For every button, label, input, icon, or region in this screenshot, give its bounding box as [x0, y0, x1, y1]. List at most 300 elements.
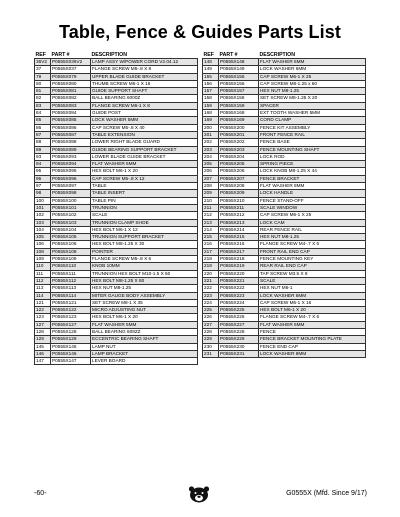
table-row: [203, 80, 366, 87]
part-number-cell: P0555X226: [219, 314, 259, 321]
part-number-cell: P0555X203: [219, 146, 259, 153]
table-row: [203, 263, 366, 270]
ref-cell: 206: [203, 168, 219, 175]
description-cell: FLANGE SCREW M5-.8 X 8: [91, 66, 198, 73]
description-cell: TABLE EXTENSION: [91, 131, 198, 138]
page-number: -60-: [34, 490, 47, 497]
ref-cell: 80: [35, 80, 51, 87]
table-row: [35, 117, 198, 124]
table-row: [35, 175, 198, 182]
ref-cell: 157: [203, 88, 219, 95]
ref-cell: 103: [35, 219, 51, 226]
ref-cell: 146: [35, 350, 51, 357]
description-cell: FENCE KIT ASSEMBLY: [259, 124, 366, 131]
ref-cell: 230: [203, 343, 219, 350]
ref-cell: 83: [35, 102, 51, 109]
table-row: [35, 343, 198, 350]
table-row: [35, 277, 198, 284]
description-cell: LOCK WASHER 6MM: [259, 66, 366, 73]
table-row: [203, 343, 366, 350]
description-cell: GUIDE SUPPORT SHAFT: [91, 88, 198, 95]
description-cell: TRUNNION: [91, 204, 198, 211]
ref-cell: 222: [203, 285, 219, 292]
table-row: [203, 153, 366, 160]
ref-cell: 112: [35, 277, 51, 284]
table-row: [203, 66, 366, 73]
part-number-cell: P0555X108: [51, 248, 91, 255]
ref-cell: 204: [203, 153, 219, 160]
ref-cell: 158: [203, 95, 219, 102]
description-cell: CAP SCREW M6-1 X 16: [259, 299, 366, 306]
part-number-cell: P0555X102: [51, 212, 91, 219]
header-description: DESCRIPTION: [91, 52, 127, 58]
part-number-cell: P0555X114: [51, 292, 91, 299]
description-cell: LOCK ROD: [259, 153, 366, 160]
part-number-cell: P0555X106: [51, 241, 91, 248]
ref-cell: 95: [35, 168, 51, 175]
part-number-cell: P0555X113: [51, 285, 91, 292]
ref-cell: 213: [203, 219, 219, 226]
description-cell: REAR RAIL END CAP: [259, 263, 366, 270]
ref-cell: 169: [203, 117, 219, 124]
part-number-cell: P0555X224: [219, 299, 259, 306]
ref-cell: 114: [35, 292, 51, 299]
part-number-cell: P0555X227: [219, 321, 259, 328]
description-cell: MITER GAUGE BODY ASSEMBLY: [91, 292, 198, 299]
table-row: [35, 328, 198, 335]
part-number-cell: P0555X223: [219, 292, 259, 299]
table-row: [203, 139, 366, 146]
description-cell: LOCK WASHER 5MM: [91, 117, 198, 124]
description-cell: FENCE MOUNTING SHAFT: [259, 146, 366, 153]
table-row: [203, 197, 366, 204]
part-number-cell: P0555X211: [219, 204, 259, 211]
parts-table-left: [34, 50, 198, 365]
table-row: [203, 226, 366, 233]
ref-cell: 89: [35, 146, 51, 153]
table-row: [203, 131, 366, 138]
table-row: [35, 226, 198, 233]
ref-cell: 106: [35, 241, 51, 248]
ref-cell: 203: [203, 146, 219, 153]
description-cell: TRUNNION HEX BOLT M10-1.5 X 50: [91, 270, 198, 277]
ref-cell: 128: [35, 328, 51, 335]
model-number: G0555X (Mfd. Since 9/17): [286, 490, 367, 497]
description-cell: LOWER BLADE GUIDE BRACKET: [91, 153, 198, 160]
description-cell: HEX NUT M8-1.25: [91, 285, 198, 292]
part-number-cell: P0555X157: [219, 88, 259, 95]
description-cell: HEX BOLT M8-1.25 X 80: [91, 277, 198, 284]
description-cell: UPPER BLADE GUIDE BRACKET: [91, 73, 198, 80]
part-number-cell: P0555X081: [51, 88, 91, 95]
table-row: [35, 263, 198, 270]
part-number-cell: P0555X229: [219, 336, 259, 343]
table-row: [203, 117, 366, 124]
table-row: [35, 358, 198, 365]
table-row: [35, 190, 198, 197]
description-cell: FLANGE SCREW M4-.7 X 6: [259, 314, 366, 321]
ref-cell: 216: [203, 241, 219, 248]
ref-cell: 201: [203, 131, 219, 138]
description-cell: HEX BOLT M6-1 X 12: [91, 226, 198, 233]
part-number-cell: P0555X221: [219, 277, 259, 284]
ref-cell: 225: [203, 307, 219, 314]
description-cell: CAP SCREW M8-1.25 x 60: [259, 80, 366, 87]
table-row: [35, 256, 198, 263]
table-row: [203, 219, 366, 226]
part-number-cell: P0555X103: [51, 219, 91, 226]
part-number-cell: P0555X230: [219, 343, 259, 350]
part-number-cell: P0555X122: [51, 307, 91, 314]
table-row: [203, 59, 366, 66]
description-cell: LAMP ASSY W/POWER CORD V2.04.12: [91, 59, 198, 66]
part-number-cell: P0555X215: [219, 234, 259, 241]
description-cell: FLAT WASHER 6MM: [259, 321, 366, 328]
part-number-cell: P0555X123: [51, 314, 91, 321]
part-number-cell: P0555X111: [51, 270, 91, 277]
table-row: [35, 241, 198, 248]
table-row: [35, 248, 198, 255]
table-row: [35, 80, 198, 87]
part-number-cell: P0555X145: [51, 343, 91, 350]
table-row: [35, 314, 198, 321]
table-row: [203, 161, 366, 168]
ref-cell: 210: [203, 197, 219, 204]
description-cell: FENCE: [259, 328, 366, 335]
ref-cell: 217: [203, 248, 219, 255]
part-number-cell: P0555X218: [219, 256, 259, 263]
description-cell: FRONT RAIL END CAP: [259, 248, 366, 255]
ref-cell: 219: [203, 263, 219, 270]
ref-cell: 208: [203, 183, 219, 190]
table-row: [203, 350, 366, 357]
part-number-cell: P0555X146: [51, 350, 91, 357]
header-description: DESCRIPTION: [259, 52, 295, 58]
part-number-cell: P0555X220: [219, 270, 259, 277]
part-number-cell: P0555X101: [51, 204, 91, 211]
part-number-cell: P0555X095: [51, 168, 91, 175]
ref-cell: 231: [203, 350, 219, 357]
part-number-cell: P0555X087: [51, 131, 91, 138]
part-number-cell: P0555X088: [51, 139, 91, 146]
description-cell: SET SCREW M8-1 X 35: [91, 299, 198, 306]
ref-cell: 110: [35, 263, 51, 270]
part-number-cell: P0555X129: [51, 336, 91, 343]
ref-cell: 218: [203, 256, 219, 263]
description-cell: FLANGE SCREW M4-.7 X 6: [259, 241, 366, 248]
table-row: [35, 307, 198, 314]
part-number-cell: P0555X080: [51, 80, 91, 87]
part-number-cell: P0555X086: [51, 124, 91, 131]
part-number-cell: P0555X110: [51, 263, 91, 270]
table-row: [203, 299, 366, 306]
table-row: [35, 88, 198, 95]
part-number-cell: P0555X156: [219, 80, 259, 87]
description-cell: LEVER BOARD: [91, 358, 198, 365]
description-cell: LOCK WASHER 8MM: [259, 350, 366, 357]
ref-cell: 94: [35, 161, 51, 168]
table-row: [35, 102, 198, 109]
ref-cell: 101: [35, 204, 51, 211]
ref-cell: 85: [35, 117, 51, 124]
part-number-cell: P0555X084: [51, 110, 91, 117]
table-row: [35, 168, 198, 175]
ref-cell: 229: [203, 336, 219, 343]
ref-cell: 104: [35, 226, 51, 233]
ref-cell: 148: [203, 59, 219, 66]
ref-cell: 96: [35, 175, 51, 182]
description-cell: SPACER: [259, 102, 366, 109]
description-cell: FLAT WASHER 5MM: [91, 321, 198, 328]
table-row: [203, 175, 366, 182]
part-number-cell: P0555X148: [219, 59, 259, 66]
part-number-cell: P0555X168: [219, 110, 259, 117]
table-row: [203, 241, 366, 248]
ref-cell: 84: [35, 110, 51, 117]
ref-cell: 223: [203, 292, 219, 299]
description-cell: GUIDE BEARING SUPPORT BRACKET: [91, 146, 198, 153]
ref-cell: 211: [203, 204, 219, 211]
part-number-cell: P0555X204: [219, 153, 259, 160]
part-number-cell: P0555X128: [51, 328, 91, 335]
description-cell: GUIDE POST: [91, 110, 198, 117]
description-cell: FENCE MOUNTING KEY: [259, 256, 366, 263]
part-number-cell: P0555X201: [219, 131, 259, 138]
table-row: [203, 270, 366, 277]
description-cell: CAP SCREW M5-.8 X 12: [91, 175, 198, 182]
ref-cell: 98: [35, 190, 51, 197]
part-number-cell: P0555X231: [219, 350, 259, 357]
description-cell: TABLE: [91, 183, 198, 190]
part-number-cell: P0555X225: [219, 307, 259, 314]
ref-cell: 102: [35, 212, 51, 219]
part-number-cell: P0555X083: [51, 102, 91, 109]
ref-cell: 111: [35, 270, 51, 277]
table-row: [203, 124, 366, 131]
ref-cell: 228: [203, 328, 219, 335]
part-number-cell: P0555X079: [51, 73, 91, 80]
table-row: [35, 350, 198, 357]
ref-cell: 86: [35, 124, 51, 131]
part-number-cell: P0555X200: [219, 124, 259, 131]
description-cell: SET SCREW M8-1.25 X 20: [259, 95, 366, 102]
part-number-cell: P0555X098: [51, 190, 91, 197]
part-number-cell: P0555X159: [219, 102, 259, 109]
ref-cell: 205: [203, 161, 219, 168]
ref-cell: 200: [203, 124, 219, 131]
table-row: [203, 204, 366, 211]
ref-cell: 227: [203, 321, 219, 328]
description-cell: FLANGE SCREW M5-.8 X 6: [91, 256, 198, 263]
ref-cell: 155: [203, 73, 219, 80]
part-number-cell: P0555X105: [51, 234, 91, 241]
description-cell: HEX BOLT M6-1 X 20: [91, 168, 198, 175]
table-row: [203, 285, 366, 292]
part-number-cell: P0555X149: [219, 66, 259, 73]
description-cell: LAMP BRACKET: [91, 350, 198, 357]
description-cell: HEX NUT M6-1: [259, 285, 366, 292]
part-number-cell: P0555X207: [219, 175, 259, 182]
table-row: [203, 321, 366, 328]
part-number-cell: P0555X216: [219, 241, 259, 248]
ref-cell: 79: [35, 73, 51, 80]
part-number-cell: P0555X158: [219, 95, 259, 102]
description-cell: HEX NUT M8-1.25: [259, 234, 366, 241]
ref-cell: 113: [35, 285, 51, 292]
part-number-cell: P0555X213: [219, 219, 259, 226]
ref-cell: 149: [203, 66, 219, 73]
table-row: [35, 270, 198, 277]
ref-cell: 93: [35, 153, 51, 160]
part-number-cell: P0555X036V2: [51, 59, 91, 66]
ref-cell: 37: [35, 66, 51, 73]
description-cell: CAP SCREW M5-.8 X 40: [91, 124, 198, 131]
part-number-cell: P0555X222: [219, 285, 259, 292]
ref-cell: 82: [35, 95, 51, 102]
ref-cell: 127: [35, 321, 51, 328]
table-row: [203, 146, 366, 153]
table-row: [35, 59, 198, 66]
description-cell: BALL BEARING 608ZZ: [91, 328, 198, 335]
description-cell: SCALE: [259, 277, 366, 284]
parts-rows-right: [203, 59, 366, 358]
description-cell: TRUNNION CLAMP SHOE: [91, 219, 198, 226]
table-row: [35, 146, 198, 153]
ref-cell: 207: [203, 175, 219, 182]
description-cell: FENCE BRACKET: [259, 175, 366, 182]
table-row: [203, 190, 366, 197]
table-row: [35, 66, 198, 73]
ref-cell: 100: [35, 197, 51, 204]
part-number-cell: P0555X228: [219, 328, 259, 335]
table-row: [35, 219, 198, 226]
table-row: [35, 183, 198, 190]
table-row: [203, 95, 366, 102]
parts-table-right: [202, 50, 366, 358]
part-number-cell: P0555X094: [51, 161, 91, 168]
ref-cell: 81: [35, 88, 51, 95]
part-number-cell: P0555X112: [51, 277, 91, 284]
description-cell: TABLE PIN: [91, 197, 198, 204]
part-number-cell: P0555X037: [51, 66, 91, 73]
description-cell: HEX NUT M8-1.25: [259, 88, 366, 95]
ref-cell: 123: [35, 314, 51, 321]
table-row: [35, 321, 198, 328]
table-row: [203, 88, 366, 95]
description-cell: LOCK WASHER 6MM: [259, 292, 366, 299]
part-number-cell: P0555X082: [51, 95, 91, 102]
description-cell: SCALE: [91, 212, 198, 219]
header-part: PART #: [51, 52, 70, 58]
description-cell: SPRING PIECE: [259, 161, 366, 168]
table-row: [203, 314, 366, 321]
table-row: [203, 168, 366, 175]
part-number-cell: P0555X127: [51, 321, 91, 328]
description-cell: EXT TOOTH WASHER 5MM: [259, 110, 366, 117]
description-cell: HEX BOLT M6-1 X 20: [91, 314, 198, 321]
description-cell: FLAT WASHER 6MM: [259, 59, 366, 66]
part-number-cell: P0555X089: [51, 146, 91, 153]
ref-cell: 129: [35, 336, 51, 343]
part-number-cell: P0555X155: [219, 73, 259, 80]
table-row: [35, 299, 198, 306]
table-row: [203, 248, 366, 255]
part-number-cell: P0555X217: [219, 248, 259, 255]
part-number-cell: P0555X169: [219, 117, 259, 124]
part-number-cell: P0555X212: [219, 212, 259, 219]
table-row: [203, 212, 366, 219]
table-row: [203, 307, 366, 314]
description-cell: FLAT WASHER 6MM: [91, 161, 198, 168]
table-row: [35, 73, 198, 80]
part-number-cell: P0555X093: [51, 153, 91, 160]
table-row: [203, 336, 366, 343]
part-number-cell: P0555X097: [51, 183, 91, 190]
description-cell: THUMB SCREW M6-1 X 16: [91, 80, 198, 87]
ref-cell: 88: [35, 139, 51, 146]
description-cell: SCALE WINDOW: [259, 204, 366, 211]
description-cell: FENCE END CAP: [259, 343, 366, 350]
table-row: [35, 234, 198, 241]
part-number-cell: P0555X206: [219, 168, 259, 175]
description-cell: HEX BOLT M6-1 X 20: [259, 307, 366, 314]
description-cell: LOWER RIGHT BLADE GUARD: [91, 139, 198, 146]
part-number-cell: P0555X121: [51, 299, 91, 306]
ref-cell: 212: [203, 212, 219, 219]
table-row: [35, 124, 198, 131]
ref-cell: 202: [203, 139, 219, 146]
description-cell: LOCK KNOB M8-1.25 X 44: [259, 168, 366, 175]
description-cell: POINTER: [91, 248, 198, 255]
table-row: [203, 110, 366, 117]
description-cell: LAMP NUT: [91, 343, 198, 350]
description-cell: LOCK CAM: [259, 219, 366, 226]
description-cell: FENCE BRACKET MOUNTING PLATE: [259, 336, 366, 343]
header-part: PART #: [219, 52, 238, 58]
table-row: [35, 110, 198, 117]
part-number-cell: P0555X219: [219, 263, 259, 270]
ref-cell: 121: [35, 299, 51, 306]
part-number-cell: P0555X209: [219, 190, 259, 197]
table-row: [35, 292, 198, 299]
ref-cell: 221: [203, 277, 219, 284]
ref-cell: 220: [203, 270, 219, 277]
table-row: [35, 139, 198, 146]
table-row: [203, 102, 366, 109]
table-row: [203, 277, 366, 284]
part-number-cell: P0555X109: [51, 256, 91, 263]
description-cell: HEX BOLT M8-1.25 X 30: [91, 241, 198, 248]
part-number-cell: P0555X214: [219, 226, 259, 233]
part-number-cell: P0555X202: [219, 139, 259, 146]
part-number-cell: P0555X208: [219, 183, 259, 190]
table-row: [35, 197, 198, 204]
description-cell: MICRO ADJUSTING NUT: [91, 307, 198, 314]
description-cell: LOCK HANDLE: [259, 190, 366, 197]
ref-cell: 159: [203, 102, 219, 109]
description-cell: TABLE INSERT: [91, 190, 198, 197]
ref-cell: 108: [35, 248, 51, 255]
bear-logo-icon: [187, 485, 211, 503]
ref-cell: 87: [35, 131, 51, 138]
description-cell: CORD CLAMP: [259, 117, 366, 124]
description-cell: FRONT FENCE RAIL: [259, 131, 366, 138]
ref-cell: 105: [35, 234, 51, 241]
table-row: [203, 328, 366, 335]
table-row: [203, 183, 366, 190]
part-number-cell: P0555X100: [51, 197, 91, 204]
description-cell: FLANGE SCREW M6-1 X 8: [91, 102, 198, 109]
